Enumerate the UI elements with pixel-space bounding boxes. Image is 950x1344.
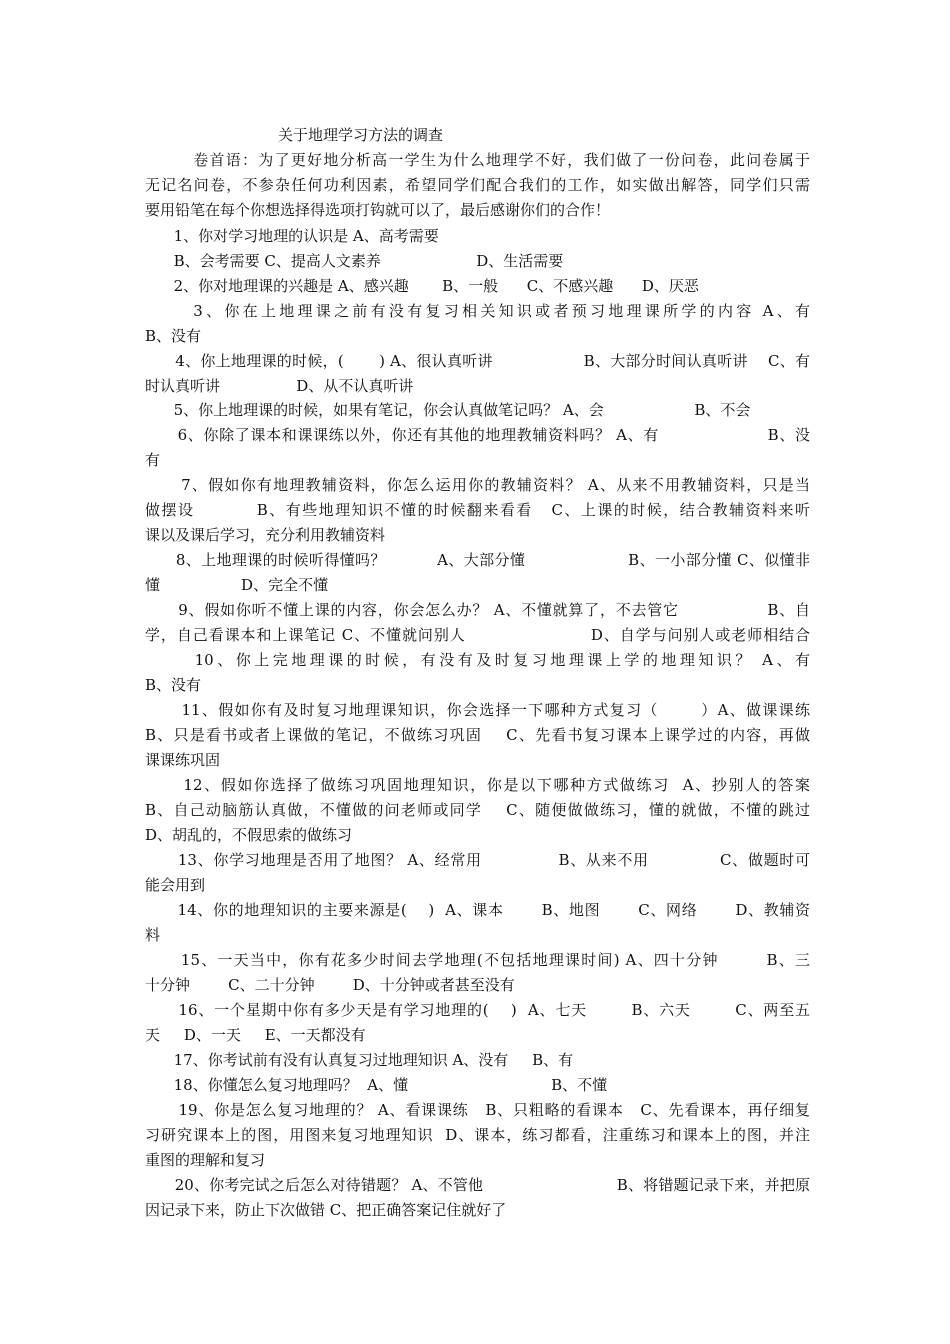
question-line: 因记录下来，防止下次做错 C、把正确答案记住就好了 bbox=[145, 1201, 507, 1219]
question-line: 天 D、一天 E、一天都没有 bbox=[145, 1026, 366, 1044]
question-line: 2、你对地理课的兴趣是 A、感兴趣 B、一般 C、不感兴趣 D、厌恶 bbox=[145, 277, 699, 295]
question-line: B、没有 bbox=[145, 327, 202, 345]
question-line: 习研究课本上的图，用图来复习地理知识 D、课本，练习都看，注重练习和课本上的图，并注 bbox=[145, 1126, 810, 1144]
question-line: 12、假如你选择了做练习巩固地理知识，你是以下哪种方式做练习 A、抄别人的答案 bbox=[145, 776, 810, 794]
question-line: 8、上地理课的时候听得懂吗？ A、大部分懂 B、一小部分懂 C、似懂非 bbox=[145, 551, 810, 569]
page-title: 关于地理学习方法的调查 bbox=[278, 126, 444, 144]
question-line: 15、一天当中，你有花多少时间去学地理(不包括地理课时间) A、四十分钟 B、三 bbox=[145, 951, 810, 969]
question-line: 13、你学习地理是否用了地图？ A、经常用 B、从来不用 C、做题时可 bbox=[145, 851, 810, 869]
question-line: 18、你懂怎么复习地理吗？ A、懂 B、不懂 bbox=[145, 1076, 608, 1094]
question-line: 十分钟 C、二十分钟 D、十分钟或者甚至没有 bbox=[145, 976, 515, 994]
question-line: 9、假如你听不懂上课的内容，你会怎么办？ A、不懂就算了，不去管它 B、自 bbox=[145, 601, 810, 619]
question-line: 19、你是怎么复习地理的？ A、看课课练 B、只粗略的看课本 C、先看课本，再仔细复 bbox=[145, 1101, 810, 1119]
question-line: 能会用到 bbox=[145, 876, 206, 894]
text-line: 要用铅笔在每个你想选择得选项打钩就可以了，最后感谢你们的合作！ bbox=[145, 201, 611, 219]
question-line: 懂 D、完全不懂 bbox=[145, 576, 329, 594]
question-line: 20、你考完试之后怎么对待错题？ A、不管他 B、将错题记录下来，并把原 bbox=[145, 1176, 810, 1194]
question-line: 14、你的地理知识的主要来源是( ) A、课本 B、地图 C、网络 D、教辅资 bbox=[145, 901, 810, 919]
question-line: 3、你在上地理课之前有没有复习相关知识或者预习地理课所学的内容 A、有 bbox=[145, 302, 810, 320]
text-line: 卷首语：为了更好地分析高一学生为什么地理学不好，我们做了一份问卷，此问卷属于 bbox=[145, 151, 810, 169]
question-line: 做摆设 B、有些地理知识不懂的时候翻来看看 C、上课的时候，结合教辅资料来听 bbox=[145, 501, 810, 519]
question-line: B、自己动脑筋认真做，不懂做的问老师或同学 C、随便做做练习，懂的就做，不懂的跳过 bbox=[145, 801, 810, 819]
question-line: 时认真听讲 D、从不认真听讲 bbox=[145, 377, 414, 395]
question-line: 有 bbox=[145, 451, 161, 469]
question-line: 10、你上完地理课的时候，有没有及时复习地理课上学的地理知识？ A、有 bbox=[145, 651, 810, 669]
question-line: B、只是看书或者上课做的笔记，不做练习巩固 C、先看书复习课本上课学过的内容，再做 bbox=[145, 726, 810, 744]
question-line: 重图的理解和复习 bbox=[145, 1151, 266, 1169]
question-line: B、没有 bbox=[145, 676, 202, 694]
question-line: 7、假如你有地理教辅资料，你怎么运用你的教辅资料？ A、从来不用教辅资料，只是当 bbox=[145, 476, 810, 494]
question-line: 17、你考试前有没有认真复习过地理知识 A、没有 B、有 bbox=[145, 1051, 574, 1069]
question-line: 6、你除了课本和课课练以外，你还有其他的地理教辅资料吗？ A、有 B、没 bbox=[145, 426, 810, 444]
question-line: 16、一个星期中你有多少天是有学习地理的( ) A、七天 B、六天 C、两至五 bbox=[145, 1001, 810, 1019]
text-line: 无记名问卷，不参杂任何功利因素，希望同学们配合我们的工作，如实做出解答，同学们只需 bbox=[145, 176, 810, 194]
question-line: 课以及课后学习，充分利用教辅资料 bbox=[145, 526, 386, 544]
question-line: B、会考需要 C、提高人文素养 D、生活需要 bbox=[145, 252, 564, 270]
question-line: 5、你上地理课的时候，如果有笔记，你会认真做笔记吗？ A、会 B、不会 bbox=[145, 401, 751, 419]
question-line: 学，自己看课本和上课笔记 C、不懂就问别人 D、自学与问别人或老师相结合 bbox=[145, 626, 810, 644]
question-line: 11、假如你有及时复习地理课知识，你会选择一下哪种方式复习（ ）A、做课课练 bbox=[145, 701, 810, 719]
question-line: 1、你对学习地理的认识是 A、高考需要 bbox=[145, 227, 439, 245]
question-line: 料 bbox=[145, 926, 161, 944]
question-line: D、胡乱的，不假思索的做练习 bbox=[145, 826, 353, 844]
question-line: 课课练巩固 bbox=[145, 751, 221, 769]
question-line: 4、你上地理课的时候，( ) A、很认真听讲 B、大部分时间认真听讲 C、有 bbox=[145, 352, 810, 370]
